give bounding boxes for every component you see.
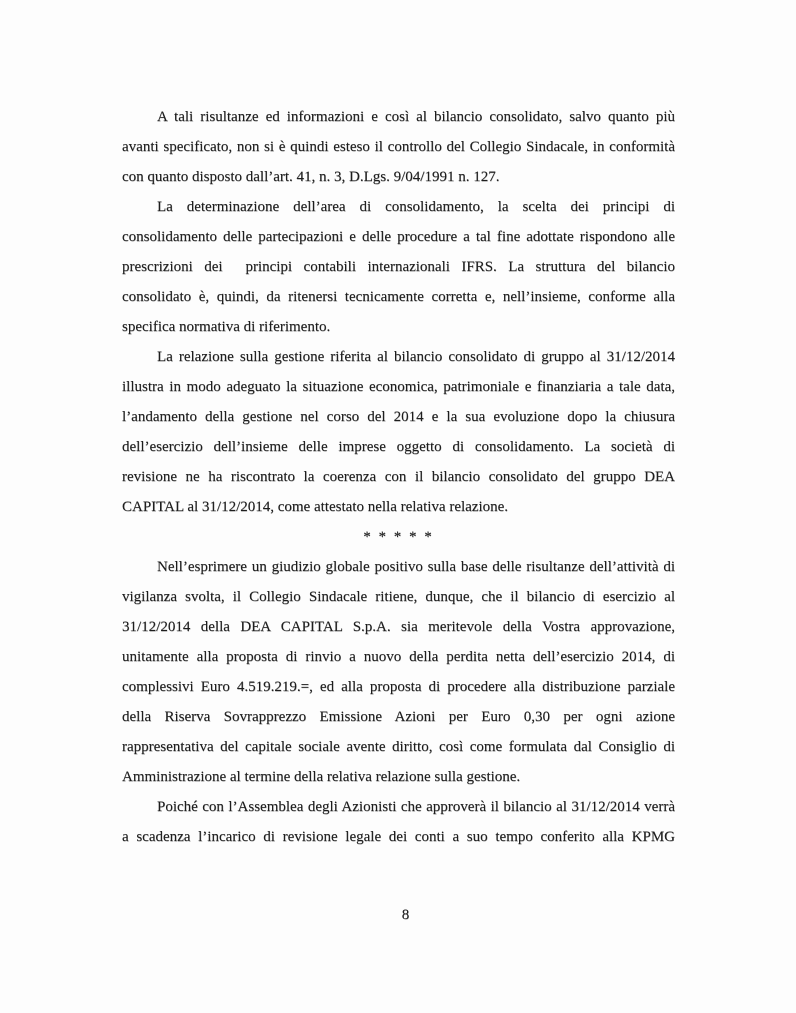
paragraph-5 — [122, 792, 675, 852]
text-line: complessivi Euro 4.519.219.=, ed alla proposta di procedere alla distribuzione parziale — [122, 679, 675, 695]
page-number: 8 — [401, 907, 410, 923]
text-line: specifica normativa di riferimento. — [122, 319, 331, 335]
paragraph-1 — [122, 102, 675, 192]
section-separator: * * * * * — [363, 529, 434, 545]
text-line: Poiché con l’Assemblea degli Azionisti che approverà il bilancio al 31/12/2014 verrà — [157, 799, 675, 815]
text-line: avanti specificato, non si è quindi esteso il controllo del Collegio Sindacale, in conformità — [122, 139, 675, 155]
text-line: prescrizioni dei principi contabili internazionali IFRS. La struttura del bilancio — [122, 259, 675, 275]
text-line: illustra in modo adeguato la situazione economica, patrimoniale e finanziaria a tale data, — [122, 379, 675, 395]
text-line: dell’esercizio dell’insieme delle imprese oggetto di consolidamento. La società di — [122, 439, 675, 455]
paragraph-3 — [122, 342, 675, 522]
text-line: CAPITAL al 31/12/2014, come attestato nella relativa relazione. — [122, 499, 509, 515]
text-line: revisione ne ha riscontrato la coerenza con il bilancio consolidato del gruppo DEA — [122, 469, 675, 485]
text-line: Amministrazione al termine della relativa relazione sulla gestione. — [122, 769, 521, 785]
report-body — [122, 102, 675, 852]
text-line: La relazione sulla gestione riferita al bilancio consolidato di gruppo al 31/12/2014 — [157, 349, 675, 365]
text-line: unitamente alla proposta di rinvio a nuovo della perdita netta dell’esercizio 2014, di — [122, 649, 675, 665]
text-line: La determinazione dell’area di consolidamento, la scelta dei principi di — [157, 199, 675, 215]
text-line: della Riserva Sovrapprezzo Emissione Azioni per Euro 0,30 per ogni azione — [122, 709, 675, 725]
paragraph-4 — [122, 552, 675, 792]
text-line: consolidamento delle partecipazioni e delle procedure a tal fine adottate rispondono alle — [122, 229, 675, 245]
text-line: l’andamento della gestione nel corso del 2014 e la sua evoluzione dopo la chiusura — [122, 409, 675, 425]
text-line: a scadenza l’incarico di revisione legale dei conti a suo tempo conferito alla KPMG — [122, 829, 675, 845]
text-line: 31/12/2014 della DEA CAPITAL S.p.A. sia meritevole della Vostra approvazione, — [122, 619, 675, 635]
text-line: consolidato è, quindi, da ritenersi tecnicamente corretta e, nell’insieme, conforme alla — [122, 289, 675, 305]
text-line: Nell’esprimere un giudizio globale positivo sulla base delle risultanze dell’attività di — [157, 559, 675, 575]
text-line: con quanto disposto dall’art. 41, n. 3, D.Lgs. 9/04/1991 n. 127. — [122, 169, 500, 185]
text-line: A tali risultanze ed informazioni e così al bilancio consolidato, salvo quanto più — [157, 109, 675, 125]
text-line: vigilanza svolta, il Collegio Sindacale ritiene, dunque, che il bilancio di esercizio al — [122, 589, 675, 605]
paragraph-2 — [122, 192, 675, 342]
text-line: rappresentativa del capitale sociale avente diritto, così come formulata dal Consiglio di — [122, 739, 675, 755]
